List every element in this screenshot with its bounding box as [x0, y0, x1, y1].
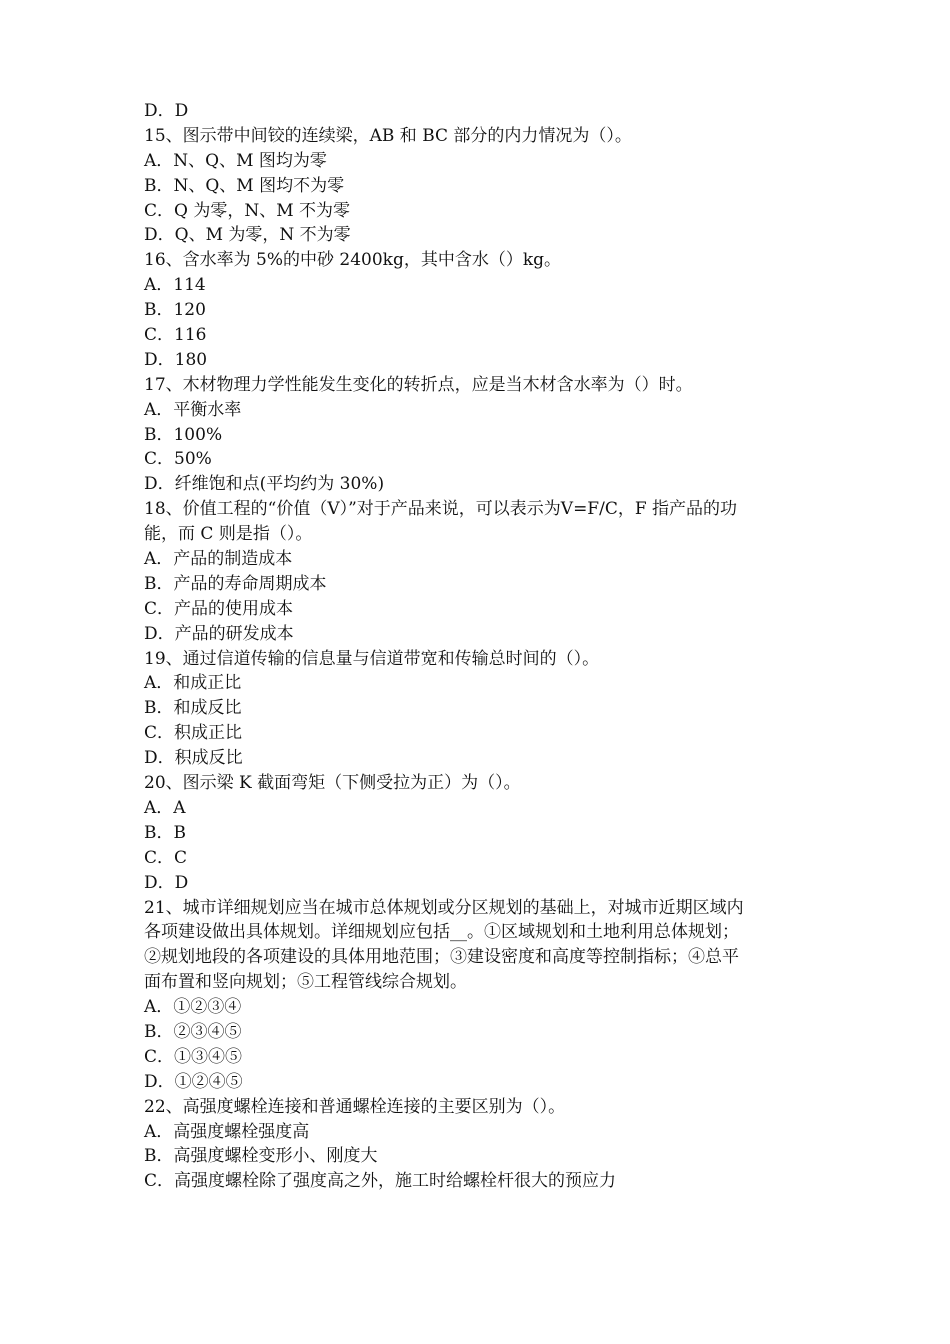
question-21-line-2: 各项建设做出具体规划。详细规划应包括__。①区域规划和土地利用总体规划；	[144, 922, 739, 943]
option-b-q17: B．100%	[144, 424, 223, 445]
option-c-q20: C．C	[144, 847, 188, 868]
question-21-line-3: ②规划地段的各项建设的具体用地范围；③建设密度和高度等控制指标；④总平	[144, 947, 739, 968]
option-c-q22: C．高强度螺栓除了强度高之外，施工时给螺栓杆很大的预应力	[144, 1171, 617, 1192]
option-b-q21: B．②③④⑤	[144, 1021, 242, 1042]
option-d-q16: D．180	[144, 349, 208, 370]
question-20: 20、图示梁 K 截面弯矩（下侧受拉为正）为（）。	[144, 773, 521, 794]
option-d-q18: D．产品的研发成本	[144, 623, 294, 644]
option-a-q17: A．平衡水率	[144, 399, 242, 420]
option-a-q19: A．和成正比	[144, 673, 242, 694]
option-b-q15: B．N、Q、M 图均不为零	[144, 175, 345, 196]
question-18-line-2: 能，而 C 则是指（）。	[144, 524, 313, 545]
document-body	[144, 99, 816, 1194]
option-b-q22: B．高强度螺栓变形小、刚度大	[144, 1146, 378, 1167]
option-d-q20: D．D	[144, 872, 189, 893]
question-21-line-4: 面布置和竖向规划；⑤工程管线综合规划。	[144, 972, 467, 993]
option-a-q20: A．A	[144, 797, 186, 818]
option-a-q22: A．高强度螺栓强度高	[144, 1121, 310, 1142]
question-16: 16、含水率为 5%的中砂 2400kg，其中含水（）kg。	[144, 250, 562, 271]
option-d-q17: D．纤维饱和点(平均约为 30%)	[144, 474, 385, 495]
option-c-q18: C．产品的使用成本	[144, 598, 294, 619]
option-c-q16: C．116	[144, 325, 207, 346]
option-b-q19: B．和成反比	[144, 698, 242, 719]
question-17: 17、木材物理力学性能发生变化的转折点，应是当木材含水率为（）时。	[144, 374, 693, 395]
question-15: 15、图示带中间铰的连续梁，AB 和 BC 部分的内力情况为（）。	[144, 125, 632, 146]
option-d-q15: D．Q、M 为零，N 不为零	[144, 225, 351, 246]
option-b-q16: B．120	[144, 300, 206, 321]
option-d-q21: D．①②④⑤	[144, 1071, 243, 1092]
option-c-q17: C．50%	[144, 449, 212, 470]
option-a-q15: A．N、Q、M 图均为零	[144, 150, 327, 171]
option-a-q21: A．①②③④	[144, 997, 242, 1018]
option-d-q14: D．D	[144, 101, 189, 121]
question-22: 22、高强度螺栓连接和普通螺栓连接的主要区别为（）。	[144, 1096, 566, 1117]
option-b-q18: B．产品的寿命周期成本	[144, 573, 327, 594]
question-18-line-1: 18、价值工程的“价值（V）”对于产品来说，可以表示为V=F/C，F 指产品的功	[144, 499, 738, 520]
option-c-q21: C．①③④⑤	[144, 1046, 243, 1067]
question-19: 19、通过信道传输的信息量与信道带宽和传输总时间的（）。	[144, 648, 600, 669]
option-b-q20: B．B	[144, 822, 186, 843]
option-a-q18: A．产品的制造成本	[144, 549, 293, 570]
option-a-q16: A．114	[144, 275, 206, 296]
option-d-q19: D．积成反比	[144, 748, 243, 769]
question-21-line-1: 21、城市详细规划应当在城市总体规划或分区规划的基础上，对城市近期区域内	[144, 897, 744, 918]
option-c-q19: C．积成正比	[144, 723, 243, 744]
option-c-q15: C．Q 为零，N、M 不为零	[144, 200, 351, 221]
